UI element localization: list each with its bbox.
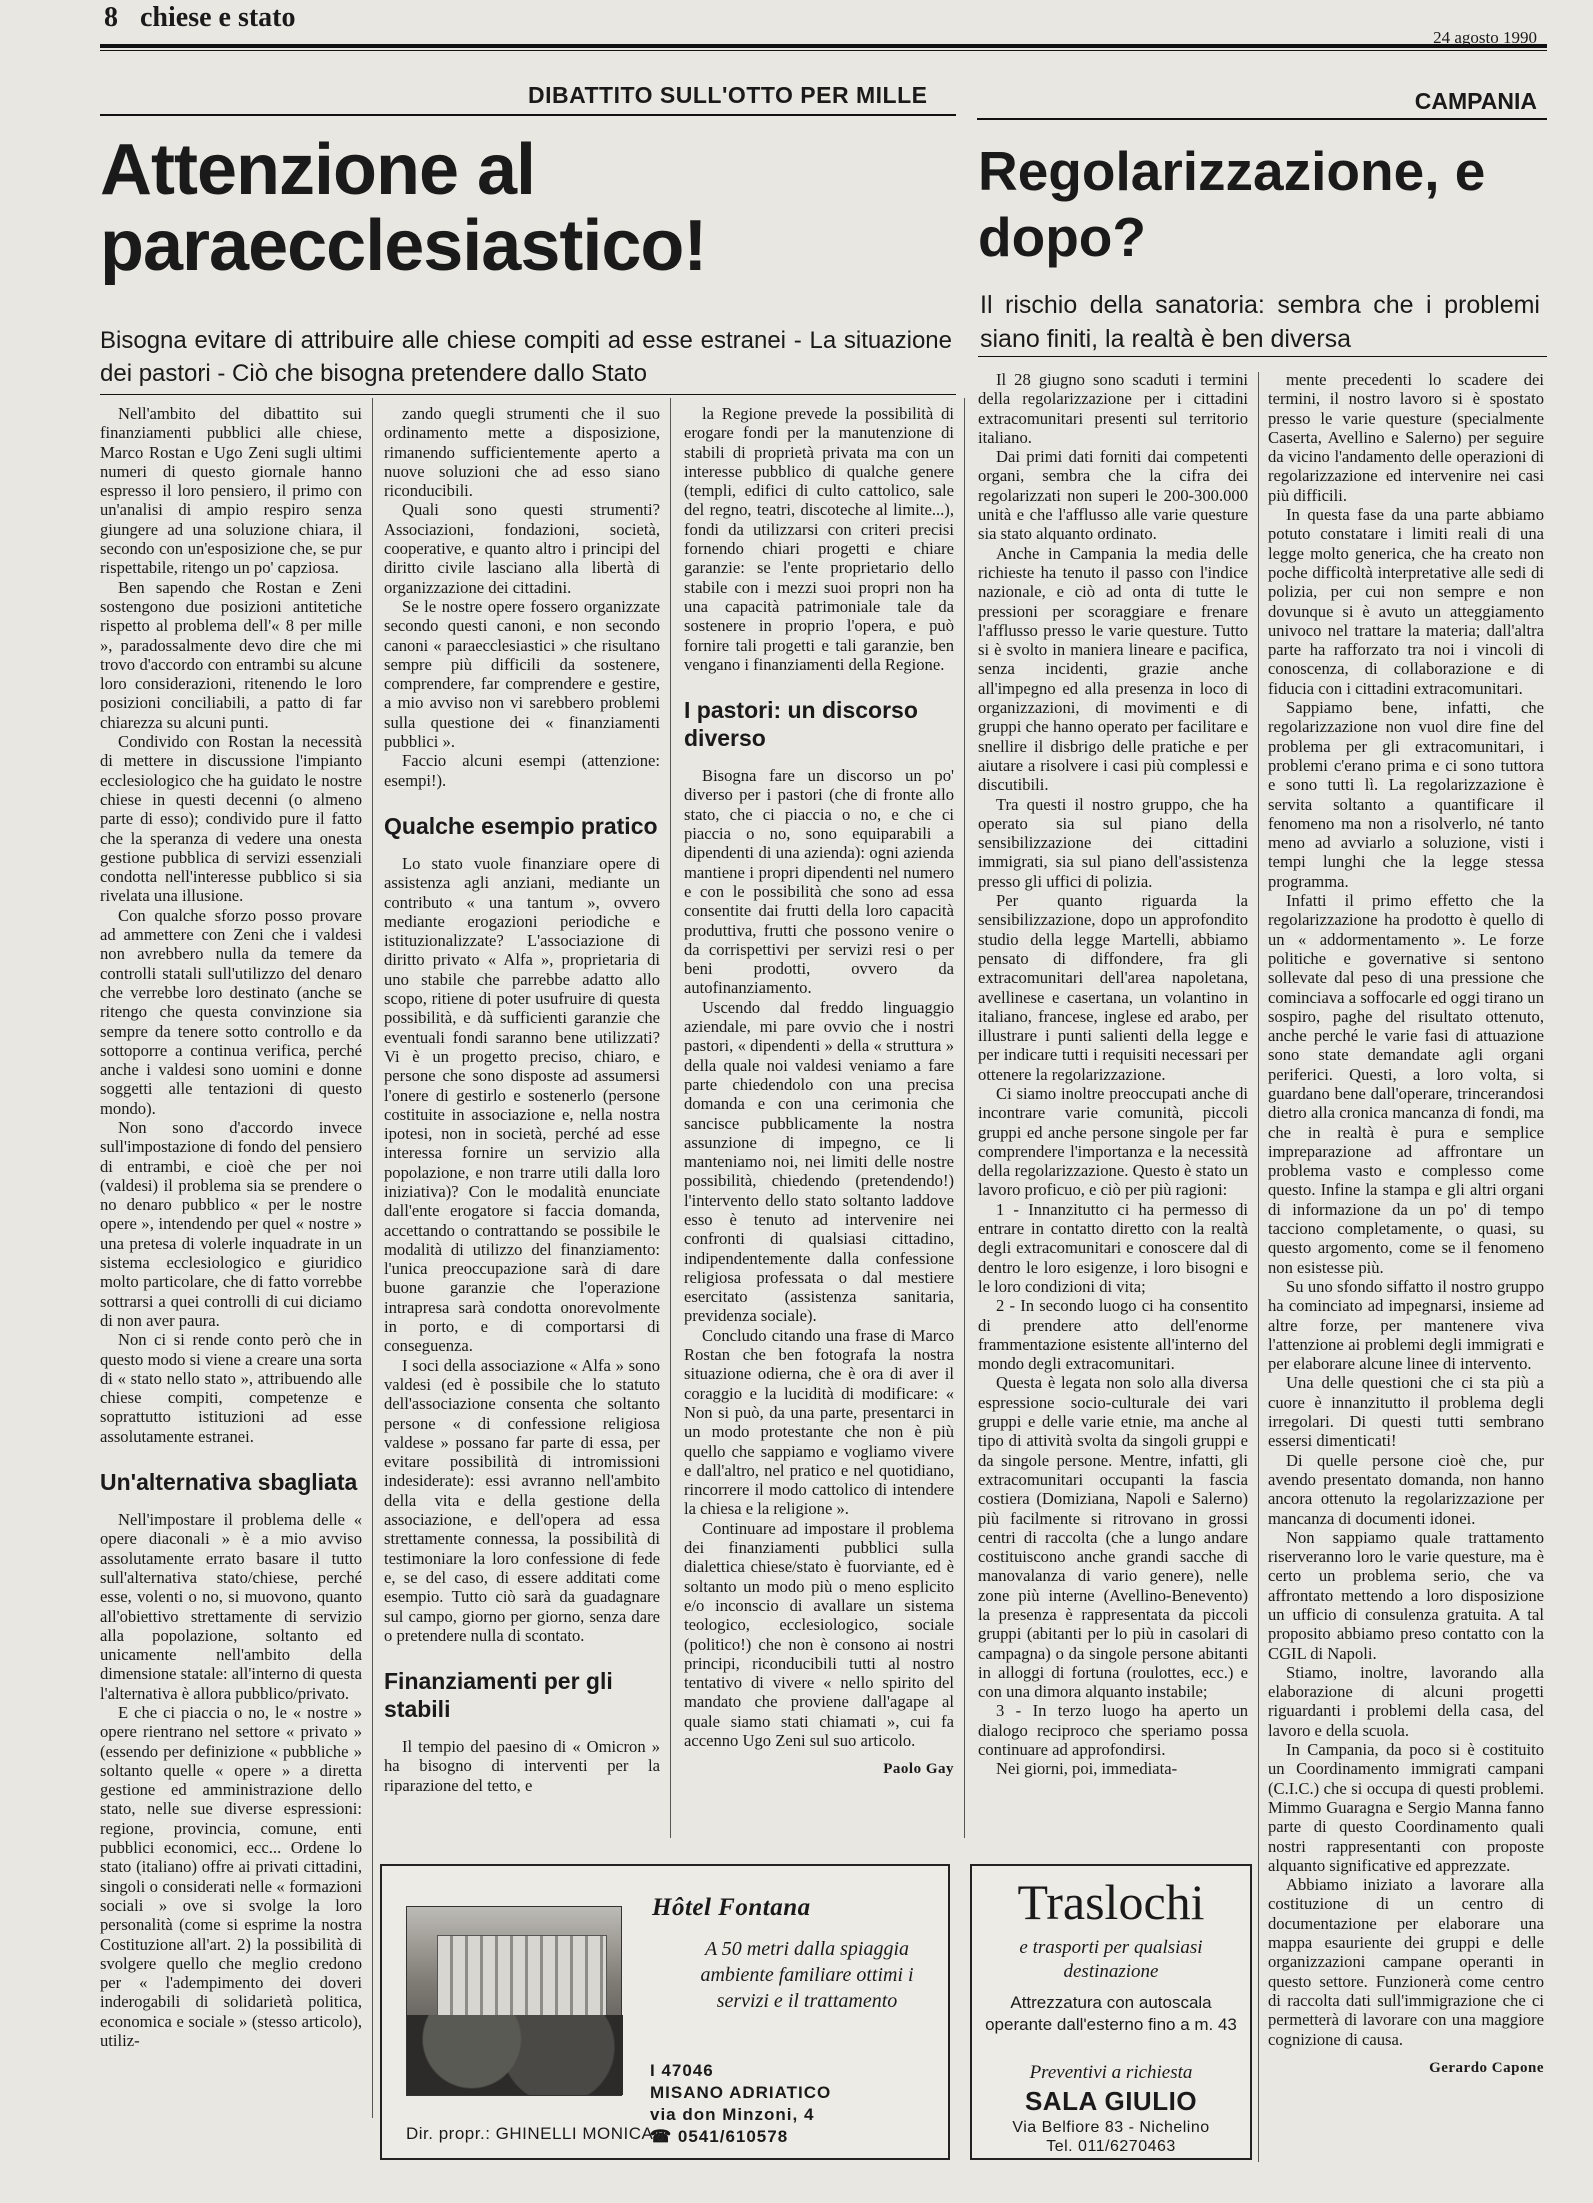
paragraph: Dai primi dati forniti dai competenti organi, sembra che la cifra dei regolarizzati non superi le 200-300.000 unità e che l'afflusso alle varie questure sia stato alquanto ordinato. <box>978 447 1248 544</box>
paragraph: Con qualche sforzo posso provare ad ammettere con Zeni che i valdesi non avrebbero nulla da temere da controlli statali sull'utilizzo del denaro che verrebbe loro destinato (anche se ritengo che questa convinzione sia sempre da tenere sotto controllo e da sottoporre a continua verifica, perché anche i valdesi sono uomini e donne soggetti alle tentazioni di questo mondo). <box>100 905 362 1118</box>
column-rule <box>670 398 671 1838</box>
left-article-column-2 <box>384 404 660 1795</box>
paragraph: In Campania, da poco si è costituito un Coordinamento immigrati campani (C.I.C.) che si occupa di questi problemi. Mimmo Guaragna e Sergio Manna fanno parte di questo Coordinamento quali nostri rappresentanti con proposte alquanto significative ed apprezzate. <box>1268 1740 1544 1875</box>
paragraph: I soci della associazione « Alfa » sono valdesi (ed è possibile che lo statuto dell'associazione consenta che soltanto persone « di confessione religiosa valdese » possano far parte di essa, per evitare possibilità di intromissioni indesiderate): essi avranno nell'ambito della vita e della gestione della associazione, e dell'opera ad essa strettamente connessa, la possibilità di testimoniare la loro confessione di fede e, se del caso, di essere additati come esempio. Tutto ciò sarà da guadagnare sul campo, giorno per giorno, senza dare o pretendere nulla di scontato. <box>384 1355 660 1645</box>
paragraph: Uscendo dal freddo linguaggio aziendale, mi pare ovvio che i nostri pastori, « dipendenti » della « struttura » della quale noi valdesi veniamo a fare parte chiedendolo con una precisa domanda e con una cerimonia che sancisce pubblicamente la nostra assunzione di impegno, ce li manteniamo noi, nei limiti delle nostre possibilità, chiedendo (pretendendo!) l'intervento dello stato soltanto laddove esso è tenuto ad intervenire nei confronti di qualsiasi cittadino, indipendentemente dalla confessione religiosa professata o dal mestiere esercitato (assistenza sanitaria, previdenza sociale). <box>684 997 954 1326</box>
traslochi-body: Attrezzatura con autoscala operante dall'esterno fino a m. 43 <box>985 1993 1237 2034</box>
col-body <box>384 854 660 1645</box>
paragraph: Di quelle persone cioè che, pur avendo presentato domanda, non hanno ancora ottenuto la regolarizzazione per mancanza di documenti idonei. <box>1268 1450 1544 1528</box>
col-body <box>100 1510 362 2050</box>
subheading-esempio: Qualche esempio pratico <box>384 812 658 839</box>
column-rule <box>964 398 965 1838</box>
paragraph: Anche in Campania la media delle richieste ha tenuto il passo con l'indice nazionale, e ciò ad onta di tutte le pressioni per scoraggiare e frenare l'afflusso presso le varie questure. Tutto si è svolto in maniera lineare e pacifica, senza incidenti, grazie anche all'impegno ed alla presenza in loco di organizzazioni, di movimenti e di gruppi che hanno operato per facilitare e snellire il disbrigo delle pratiche e per aiutare a risolvere i casi più complessi e discutibili. <box>978 543 1248 795</box>
paragraph: Una delle questioni che ci sta più a cuore è innanzitutto il problema degli irregolari. Di questi tutti sembrano essersi dimenticati! <box>1268 1373 1544 1451</box>
right-headline: Regolarizzazione, e dopo? <box>978 140 1486 268</box>
hotel-street: via don Minzoni, 4 <box>650 2105 815 2124</box>
trees-image <box>407 2015 623 2095</box>
hotel-city: MISANO ADRIATICO <box>650 2083 832 2102</box>
left-article-column-1 <box>100 404 362 2050</box>
subheading-stabili: Finanziamenti per gli stabili <box>384 1668 613 1723</box>
paragraph: Ben sapendo che Rostan e Zeni sostengono due posizioni antitetiche rispetto al problema dell'« 8 per mille », paradossalmente devo dire che mi trovo d'accordo con entrambi su alcune loro considerazioni, ritenendo le loro posizioni conciliabili, a patto di far chiarezza su alcuni punti. <box>100 577 362 732</box>
paragraph: Quali sono questi strumenti? Associazioni, fondazioni, società, cooperative, e quanto altro i principi del diritto civile lasciano alla libertà di organizzazione dei cittadini. <box>384 500 660 597</box>
header-rule <box>100 44 1547 48</box>
col-body <box>978 370 1248 1779</box>
left-headline: Attenzione al paraecclesiastico! <box>100 130 707 286</box>
paragraph: Se le nostre opere fossero organizzate secondo questi canoni, e non secondo canoni « paraecclesiastici » che risultano sempre più difficili da sostenere, comprendere, far comprendere e gestire, a mio avviso non vi sarebbero problemi sulla questione dei « finanziamenti pubblici ». <box>384 596 660 752</box>
paragraph: Il 28 giugno sono scaduti i termini della regolarizzazione per i cittadini extracomunitari presenti sul territorio italiano. <box>978 370 1248 447</box>
paragraph: 1 - Innanzitutto ci ha permesso di entrare in contatto diretto con la realtà degli extracomunitari e conoscere dal di dentro le loro esigenze, i loro bisogni e le loro condizioni di vita; <box>978 1199 1248 1296</box>
paragraph: Concludo citando una frase di Marco Rostan che ben fotografa la nostra situazione odierna, che è ora di aver il coraggio e la lucidità di modificare: « Non si può, da una parte, presentarci in un modo protestante che non è più quello che sappiamo e vogliamo vivere e dall'altro, nel pratico e nel quotidiano, rincorrere il modo cattolico di intendere la chiesa e la religione ». <box>684 1325 954 1519</box>
section-name: chiese e stato <box>140 2 296 33</box>
hotel-postcode: I 47046 <box>650 2061 714 2080</box>
traslochi-preventivi: Preventivi a richiesta <box>1029 2062 1193 2083</box>
traslochi-address: Via Belfiore 83 - Nichelino <box>1012 2119 1210 2136</box>
kicker-rule-right <box>977 118 1547 120</box>
traslochi-contact <box>972 2118 1250 2156</box>
col-body <box>1268 370 1544 2049</box>
paragraph: Faccio alcuni esempi (attenzione: esempi!). <box>384 751 660 790</box>
traslochi-phone: Tel. 011/6270463 <box>1046 2138 1176 2155</box>
traslochi-ad <box>970 1864 1252 2160</box>
page-number: 8 <box>104 2 118 33</box>
col-body <box>384 404 660 790</box>
paragraph: Questa è legata non solo alla diversa espressione socio-culturale dei vari gruppi e delle varie etnie, ma anche al tipo di attività svolta da singoli gruppi e da singole persone. Mentre, infatti, gli extracomunitari occupanti la fascia costiera (Domiziana, Napoli e Salerno) più facilmente si ritrovano in grossi centri di raccolta (che a lungo andare costituiscono anche grandi sacche di manovalanza di vario genere), nelle zone più interne (Avellino-Benevento) la presenza è rappresentata da piccoli gruppi (abitanti per lo più in casolari di campagna) o da singole persone abitanti in alloggi di fortuna (roulottes, ecc.) e con una dimora alquanto instabile; <box>978 1373 1248 1702</box>
col-body <box>684 404 954 674</box>
left-article-column-3 <box>684 404 954 1780</box>
paragraph: In questa fase da una parte abbiamo potuto constatare i limiti reali di una legge molto generica, che ha creato non poche difficoltà interpretative alle sedi di polizia, per cui non sempre e non dovunque si è avuto un atteggiamento univoco nel trattare la materia; dall'altra parte ha rafforzato tra noi i vincoli di conoscenza, di collaborazione e di fiducia con i cittadini extracomunitari. <box>1268 505 1544 698</box>
paragraph: Lo stato vuole finanziare opere di assistenza agli anziani, mediante un contributo « una tantum », ovvero mediante erogazioni periodiche e istituzionalizzate? L'associazione di diritto privato « Alfa », proprietaria di uno stabile che parrebbe adatto allo scopo, ritiene di poter usufruire di questa possibilità, e dà sufficienti garanzie che eventuali fondi saranno bene utilizzati? Vi è un progetto preciso, chiaro, e persone che sono disposte ad assumersi l'onere di gestirlo e sostenerlo (persone costituite in associazione e, nella nostra ipotesi, non in società, perché ad esse interessa fornire un servizio alla popolazione, e non trarre utili dalla loro iniziativa)? Con le modalità enunciate dall'ente erogatore si faccia domanda, accettando o contrattando se possibile le modalità di utilizzo del finanziamento: l'unica preoccupazione sarà di dare buone garanzie che l'operazione intrapresa sarà condotta onorevolmente in porto, e di comportarsi di conseguenza. <box>384 853 660 1356</box>
traslochi-tagline: e trasporti per qualsiasi destinazione <box>1019 1937 1203 1982</box>
paragraph: Abbiamo iniziato a lavorare alla costituzione di un centro di documentazione per elaborare una mappa esauriente dei gruppi e delle organizzazioni campane operanti in questo settore. Funzionerà come centro di raccolta dati sull'immigrazione che ci permetterà di lavorare con una maggiore cognizione di causa. <box>1268 1875 1544 2049</box>
right-subhead-rule <box>978 356 1547 357</box>
traslochi-company: SALA GIULIO <box>1024 2086 1198 2116</box>
paragraph: 2 - In secondo luogo ci ha consentito di prendere atto dell'enorme frammentazione esistente all'interno del mondo degli extracomunitari. <box>978 1296 1248 1374</box>
paragraph: Su uno sfondo siffatto il nostro gruppo ha cominciato ad impegnarsi, insieme ad altre forze, per mantenere viva l'attenzione ai problemi degli immigrati e per elaborare alcune linee di intervento. <box>1268 1276 1544 1374</box>
paragraph: 3 - In terzo luogo ha aperto un dialogo reciproco che speriamo possa continuare ad approfondirsi. <box>978 1701 1248 1760</box>
paragraph: Continuare ad impostare il problema dei finanziamenti pubblici sulla dialettica chiese/stato è fuorviante, ed è soltanto un modo più o meno esplicito e/o inconscio di avallare un sistema teologico, ecclesiologico, sociale (politico!) che non è consono ai nostri principi, riconducibili tutti al nostro tentativo di vivere « nello spirito del mandato che proviene dall'agape al quale siamo stati chiamati », cui fa accenno Ugo Zeni sul suo articolo. <box>684 1518 954 1750</box>
column-rule <box>1258 372 1259 2162</box>
author-signature: Paolo Gay <box>883 1761 954 1778</box>
hotel-name: Hôtel Fontana <box>652 1894 811 1921</box>
paragraph: Tra questi il nostro gruppo, che ha operato sia sul piano della sensibilizzazione dei cittadini immigrati, sia sul piano dell'assistenza presso gli uffici di polizia. <box>978 794 1248 891</box>
paragraph: Non sappiamo quale trattamento riserveranno loro le varie questure, ma è certo un problema serio, che va affrontato mettendo a loro disposizione un ufficio di consulenza gratuita. A tal proposito abbiamo preso contatto con la CGIL di Napoli. <box>1268 1527 1544 1663</box>
paragraph: Condivido con Rostan la necessità di mettere in discussione l'impianto ecclesiologico che ha guidato le nostre chiese in questi decenni (o almeno parte di esso); condivido pure il fatto che la speranza di vedere una onesta gestione pubblica di servizi essenziali condotta nell'interesse pubblico si sia rivelata una illusione. <box>100 732 362 906</box>
paragraph: Bisogna fare un discorso un po' diverso per i pastori (che di fronte allo stato, che ci piaccia o no, e che ci piaccia o no, sono equiparabili a dipendenti di una azienda): ogni azienda mantiene i propri dipendenti nel numero e con le possibilità che sono ad essa consentite dai frutti della loro capacità produttiva, frutti che possono venire o da corrispettivi per servizi resi o per beni prodotti, ovvero da autofinanziamento. <box>684 766 954 998</box>
paragraph: Nell'impostare il problema delle « opere diaconali » è a mio avviso assolutamente errato basare il tutto sull'alternativa stato/chiese, perché esse, volenti o no, si muovono, quanto all'obiettivo strettamente di servizio alla popolazione, soltanto ed unicamente nell'ambito della dimensione statale: all'interno di questa l'alternativa è allora pubblico/privato. <box>100 1510 362 1703</box>
author-signature: Gerardo Capone <box>1429 2059 1544 2076</box>
hotel-photo <box>406 1906 622 2096</box>
col-body <box>384 1737 660 1795</box>
kicker-rule-left <box>100 114 956 116</box>
paragraph: Stiamo, inoltre, lavorando alla elaborazione di alcuni progetti riguardanti i problemi della casa, del lavoro e della scuola. <box>1268 1662 1544 1740</box>
traslochi-title: Traslochi <box>1017 1874 1205 1930</box>
col-body <box>684 766 954 1750</box>
right-article-column-1 <box>978 370 1248 1779</box>
paragraph: Non sono d'accordo invece sull'impostazione di fondo del pensiero di entrambi, e cioè che per noi (valdesi) il problema sia se prendere o no denaro pubblico « per le nostre opere », intendendo per quel « nostre » una pretesa di volerle inquadrate in un sistema ecclesiologico e giuridico molto particolare, che di fatto vorrebbe sottrarsi a quei controlli di cui diciamo di non aver paura. <box>100 1117 362 1330</box>
paragraph: Infatti il primo effetto che la regolarizzazione ha prodotto è quello di un « addormentamento ». Le forze politiche e governative si sentono sollevate dal peso di una pressione che cominciava a soffocarle ed oggi tirano un sospiro, paghe del risultato ottenuto, anche perché le varie fasi di attuazione sono state demandate agli organi periferici. Questi, a loro volta, si guardano bene dall'operare, trincerandosi dietro alla cronica mancanza di fondi, ma che in realtà è pura e semplice impreparazione ad affrontare un problema vasto e complesso come questo. Infine la stampa e gli altri organi di informazione da un po' di tempo tacciono completamente, o quasi, su questo argomento, come se il fenomeno non esistesse più. <box>1268 891 1544 1277</box>
paragraph: Per quanto riguarda la sensibilizzazione, dopo un approfondito studio della legge Martelli, abbiamo pensato di diffondere, fra gli extracomunitari dell'area napoletana, avellinese e casertana, un volantino in italiano, francese, inglese ed arabo, per illustrare i punti salienti della legge e per indicare tutti i requisiti necessari per ottenere la regolarizzazione. <box>978 891 1248 1084</box>
right-article-column-2 <box>1268 370 1544 2078</box>
issue-date: 24 agosto 1990 <box>1433 28 1537 47</box>
paragraph: Nell'ambito del dibattito sui finanziamenti pubblici alle chiese, Marco Rostan e Ugo Zeni sugli ultimi numeri di questo giornale hanno espresso il loro pensiero, il primo con un'analisi di ampio respiro senza giungere ad una soluzione chiara, il secondo con un'esposizione che, se pur rispettabile, ritengo un po' capziosa. <box>100 404 362 578</box>
paragraph: E che ci piaccia o no, le « nostre » opere rientrano nel settore « privato » (essendo per definizione « pubbliche » soltanto quelle « opere » a diretta gestione ed amministrazione dello stato, nelle sue diverse espressioni: regione, provincia, comune, enti pubblici economici, ecc... Ordene lo stato (italiano) offre ai privati cittadini, singoli o considerati nelle « formazioni sociali » ove si svolge la loro personalità (come si esprime la nostra Costituzione all'art. 2) la possibilità di svolgere quello che meglio credono per « l'adempimento dei doveri inderogabili di solidarietà politica, economica e sociale » (stesso articolo), utiliz- <box>100 1703 362 2051</box>
paragraph: Non ci si rende conto però che in questo modo si viene a creare una sorta di « stato nello stato », attribuendo alle chiese compiti, competenze e soprattutto istituzioni ad esse assolutamente estranei. <box>100 1330 362 1446</box>
left-subheadline: Bisogna evitare di attribuire alle chiese compiti ad esse estranei - La situazione dei pastori - Ciò che bisogna pretendere dallo Stato <box>100 327 952 387</box>
hotel-owner: Dir. propr.: GHINELLI MONICA <box>406 2124 654 2143</box>
paragraph: Il tempio del paesino di « Omicron » ha bisogno di interventi per la riparazione del tetto, e <box>384 1737 660 1795</box>
paragraph: Nei giorni, poi, immediata- <box>996 1759 1178 1779</box>
paragraph: Sappiamo bene, infatti, che regolarizzazione non vuol dire fine del problema per gli extracomunitari, i problemi c'erano prima e ci sono tuttora e sono tutti lì. La regolarizzazione è servita soltanto a quantificare il fenomeno ma non a risolverlo, né tanto meno ad avviarlo a soluzione, visti i tempi lunghi che la legge stessa programma. <box>1268 698 1544 891</box>
right-subheadline: Il rischio della sanatoria: sembra che i problemi siano finiti, la realtà è ben diversa <box>980 291 1540 353</box>
col-body <box>100 404 362 1446</box>
hotel-phone: ☎ 0541/610578 <box>650 2127 789 2146</box>
header-rule-thin <box>100 50 1547 51</box>
paragraph: mente precedenti lo scadere dei termini, il nostro lavoro si è spostato presso le varie questure (specialmente Caserta, Avellino e Salerno) per seguire da vicino l'andamento delle operazioni di regolarizzazione ed intervenire nei casi più difficili. <box>1268 370 1544 505</box>
subheading-pastori: I pastori: un discorso diverso <box>684 697 918 752</box>
paragraph: Ci siamo inoltre preoccupati anche di incontrare varie comunità, piccoli gruppi ed anche persone singole per far comprendere l'importanza e la necessità della regolarizzazione. Questo è stato un lavoro proficuo, e ciò per più ragioni: <box>978 1083 1248 1200</box>
right-kicker: CAMPANIA <box>1414 88 1537 114</box>
paragraph: zando quegli strumenti che il suo ordinamento mette a disposizione, rimanendo sufficientemente aperto a nuove soluzioni che ad esso siano riconducibili. <box>384 404 660 501</box>
hotel-address <box>650 2060 831 2148</box>
left-subhead-rule <box>100 394 956 395</box>
subheading-alternativa: Un'alternativa sbagliata <box>100 1469 358 1496</box>
column-rule <box>372 398 373 2118</box>
hotel-tagline: A 50 metri dalla spiaggia ambiente familiare ottimi i servizi e il trattamento <box>700 1938 914 2012</box>
hotel-fontana-ad <box>380 1864 950 2160</box>
paragraph: la Regione prevede la possibilità di erogare fondi per la manutenzione di stabili di proprietà privata ma con un interesse pubblico di qualche genere (templi, edifici di culto cattolico, sale del regno, teatri, discoteche al limite...), fondi da utilizzarsi con criteri precisi fornendo chiari progetti e chiare garanzie: se l'ente proprietario dello stabile con i mezzi suoi propri non ha una capacità patrimoniale tale da sostenere in proprio l'opera, e può fornire tali progetti e tali garanzie, ben vengano i finanziamenti della Regione. <box>684 404 954 674</box>
left-kicker: DIBATTITO SULL'OTTO PER MILLE <box>528 82 928 108</box>
